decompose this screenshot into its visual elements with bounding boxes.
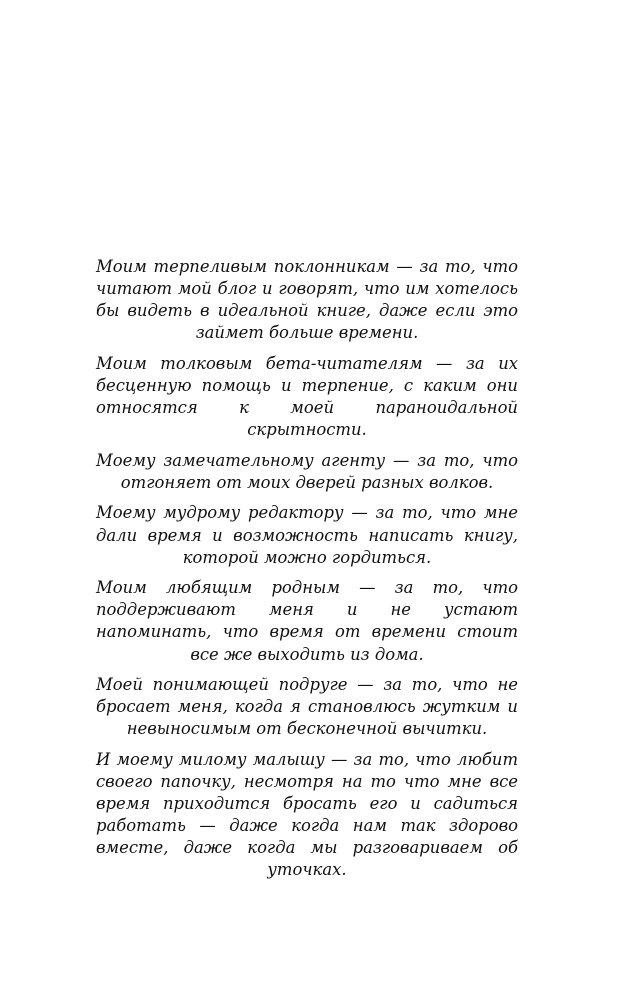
dedication-friend: Моей понимающей подруге — за то, что не бросает меня, когда я становлюсь жутким и невыносимым от бесконечной вычитки. — [96, 675, 518, 739]
dedication-beta-readers: Моим толковым бета-читателям — за их бесценную помощь и терпение, с каким они относятся к моей параноидальной скрытности. — [96, 353, 518, 440]
dedication-agent: Моему замечательному агенту — за то, что отгоняет от моих дверей разных волков. — [96, 450, 518, 492]
dedication-fans: Моим терпеливым поклонникам — за то, что читают мой блог и говорят, что им хотелось бы видеть в идеальной книге, даже если это займет больше времени. — [96, 257, 518, 343]
dedication-block — [96, 256, 518, 890]
dedication-family: Моим любящим родным — за то, что поддерживают меня и не устают напоминать, что время от времени стоит все же выходить из дома. — [96, 578, 518, 664]
dedication-editor: Моему мудрому редактору — за то, что мне дали время и возможность написать книгу, которой можно гордиться. — [96, 503, 518, 567]
dedication-baby: И моему милому малышу — за то, что любит своего папочку, несмотря на то что мне все время приходится бросать его и садиться работать — даже когда нам так здорово вместе, даже когда мы разговариваем об уточках. — [96, 749, 518, 880]
